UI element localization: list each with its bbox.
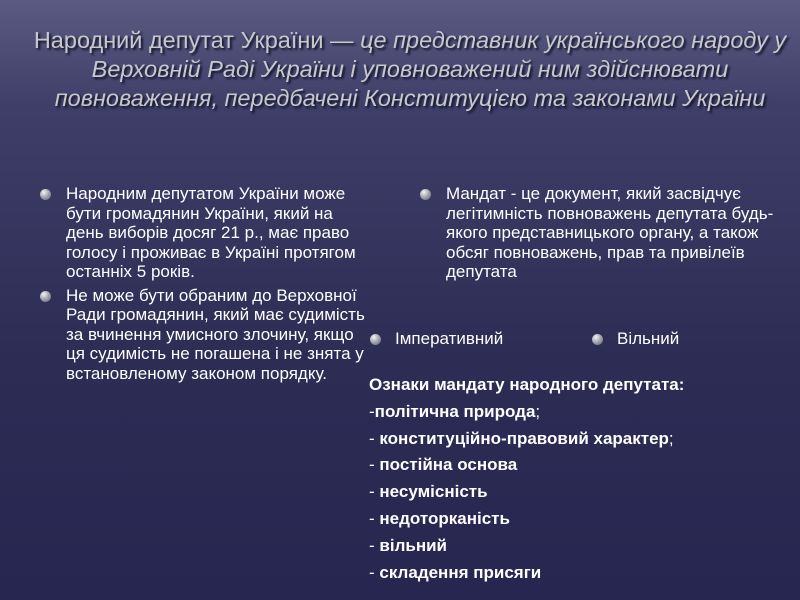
mandate-features	[369, 372, 799, 586]
list-item	[418, 184, 788, 282]
feature-item	[369, 506, 799, 533]
feature-item	[369, 399, 799, 426]
list-item	[38, 286, 368, 384]
right-bullet-list	[418, 184, 788, 282]
features-heading: Ознаки мандату народного депутата:	[369, 375, 685, 394]
feature-dash: -	[369, 535, 380, 555]
feature-item	[369, 426, 799, 453]
mandate-type-label: Вільний	[617, 329, 680, 348]
list-item-text: Мандат - це документ, який засвідчує легітимність повноважень депутата будь-якого представницького органу, а також обсяг повноважень, прав та привілеїв депутата	[446, 184, 774, 281]
feature-text: постійна основа	[379, 455, 518, 475]
feature-text: складення присяги	[379, 562, 542, 582]
title-lead: Народний депутат України —	[33, 27, 361, 53]
feature-item	[369, 479, 799, 506]
bullet-icon	[40, 291, 51, 302]
feature-dash: -	[369, 401, 375, 421]
feature-punct: ;	[668, 428, 674, 448]
feature-text: недоторканість	[379, 508, 510, 528]
bullet-icon	[370, 334, 381, 345]
bullet-icon	[592, 334, 603, 345]
mandate-types	[368, 329, 798, 353]
slide-title	[20, 26, 800, 113]
feature-dash: -	[369, 562, 380, 582]
feature-item	[369, 452, 799, 479]
feature-text: несумісність	[379, 482, 488, 502]
feature-item	[369, 533, 799, 560]
mandate-type-free	[590, 329, 679, 349]
list-item-text: Не може бути обраним до Верховної Ради громадянин, який має судимість за вчинення умисного злочину, якщо ця судимість не погашена і не знята у встановленому законом порядку.	[66, 285, 365, 383]
title-definition: це представник українського народу у Верховній Раді України і уповноважений ним здійснювати повноваження, передбачені Конституцією та законами України	[54, 27, 787, 111]
feature-dash: -	[369, 455, 380, 475]
feature-item	[369, 560, 799, 587]
bullet-icon	[420, 189, 431, 200]
feature-text: політична природа	[374, 401, 536, 421]
list-item-text: Народним депутатом України може бути громадянин України, який на день виборів досяг 21 р., має право голосу і проживає в Україні протягом останніх 5 років.	[66, 184, 356, 281]
mandate-type-label: Імперативний	[395, 329, 504, 348]
feature-dash: -	[369, 482, 380, 502]
feature-dash: -	[369, 508, 380, 528]
list-item	[38, 184, 368, 282]
feature-text: вільний	[379, 535, 447, 555]
feature-dash: -	[369, 428, 380, 448]
bullet-icon	[40, 189, 51, 200]
mandate-type-imperative	[368, 329, 503, 349]
left-bullet-list	[38, 184, 368, 387]
feature-punct: ;	[535, 401, 541, 421]
feature-text: конституційно-правовий характер	[379, 428, 669, 448]
